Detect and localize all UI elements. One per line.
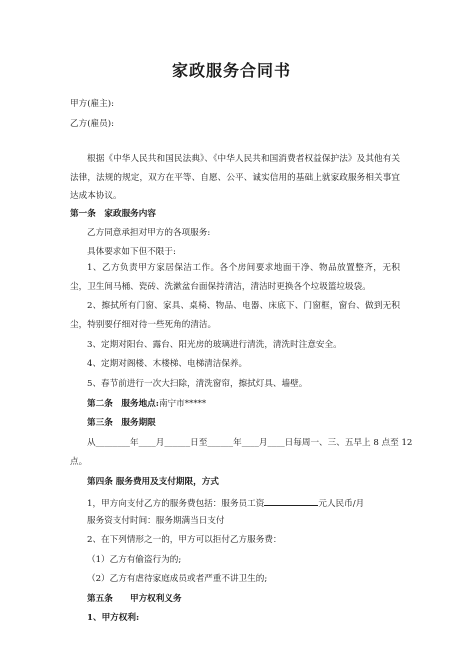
- article3-line1: 从________年____月______日至______年____月____日每周一、三、五早上 8 点至 12: [87, 438, 413, 448]
- article1-item3: 3、定期对阳台、露台、阳光房的玻璃进行清洗，清洗时注意安全。: [87, 340, 342, 350]
- preamble-paragraph: 根据《中华人民共和国民法典》、《中华人民共和国消费者权益保护法》及其他有关法律，法规的规定，双方在平等、自愿、公平、诚实信用的基础上就家政服务相关事宜达成本协议。: [70, 154, 400, 201]
- article4-fee-line: [70, 495, 400, 510]
- article1-item1: 1、乙方负责甲方家居保洁工作。各个房间要求地面干净、物品放置整齐，无积尘，卫生间马桶、瓷砖、洗漱盆台面保持清洁，清洁时更换各个垃圾篮垃圾袋。: [70, 263, 400, 292]
- article3-heading: 第三条 服务期限: [87, 418, 156, 428]
- article1-item4: 4、定期对阁楼、木楼梯、电梯清洁保养。: [87, 359, 248, 369]
- article4-case1: （1）乙方有偷盗行为的;: [87, 555, 182, 565]
- article4-withhold: 2、在下列情形之一的，甲方可以拒付乙方服务费：: [87, 535, 282, 545]
- document-title: 家政服务合同书: [171, 61, 291, 80]
- article1-item5: 5、春节前进行一次大扫除，清洗窗帘，擦拭灯具、墙壁。: [87, 379, 308, 389]
- article4-fee-suffix: 元人民币/月: [318, 499, 365, 509]
- article4-heading: 第四条 服务费用及支付期限，方式: [87, 477, 219, 487]
- article4-case2: （2）乙方有虐待家庭成员或者严重不讲卫生的;: [87, 574, 268, 584]
- article5-heading: 第五条 甲方权利义务: [87, 594, 182, 604]
- article2-heading: 第二条 服务地点:: [87, 399, 159, 409]
- article1-intro: 乙方同意承担对甲方的各项服务:: [87, 228, 211, 238]
- article1-item2: 2、擦拭所有门窗、家具、桌椅、物品、电器、床底下、门窗框，窗台、做到无积尘，特别要仔细对待一些死角的清洁。: [70, 301, 400, 330]
- fee-blank-underline: [264, 495, 318, 506]
- party-a-line: 甲方(雇主):: [70, 99, 114, 109]
- article1-sub: 具体要求如下但不限于:: [87, 247, 176, 257]
- article3-line2: 点。: [70, 457, 88, 467]
- article2-value: 南宁市*****: [158, 399, 207, 409]
- article1-heading: 第一条 家政服务内容: [70, 209, 156, 219]
- article4-fee-prefix: 1，甲方向支付乙方的服务费包括：服务员工资: [87, 499, 265, 509]
- party-b-line: 乙方(雇员):: [70, 119, 114, 129]
- article5-sub: 1、甲方权利:: [87, 613, 140, 623]
- article2-line: [70, 398, 400, 410]
- article4-pay-time: 服务资支付时间：服务期满当日支付: [87, 516, 225, 526]
